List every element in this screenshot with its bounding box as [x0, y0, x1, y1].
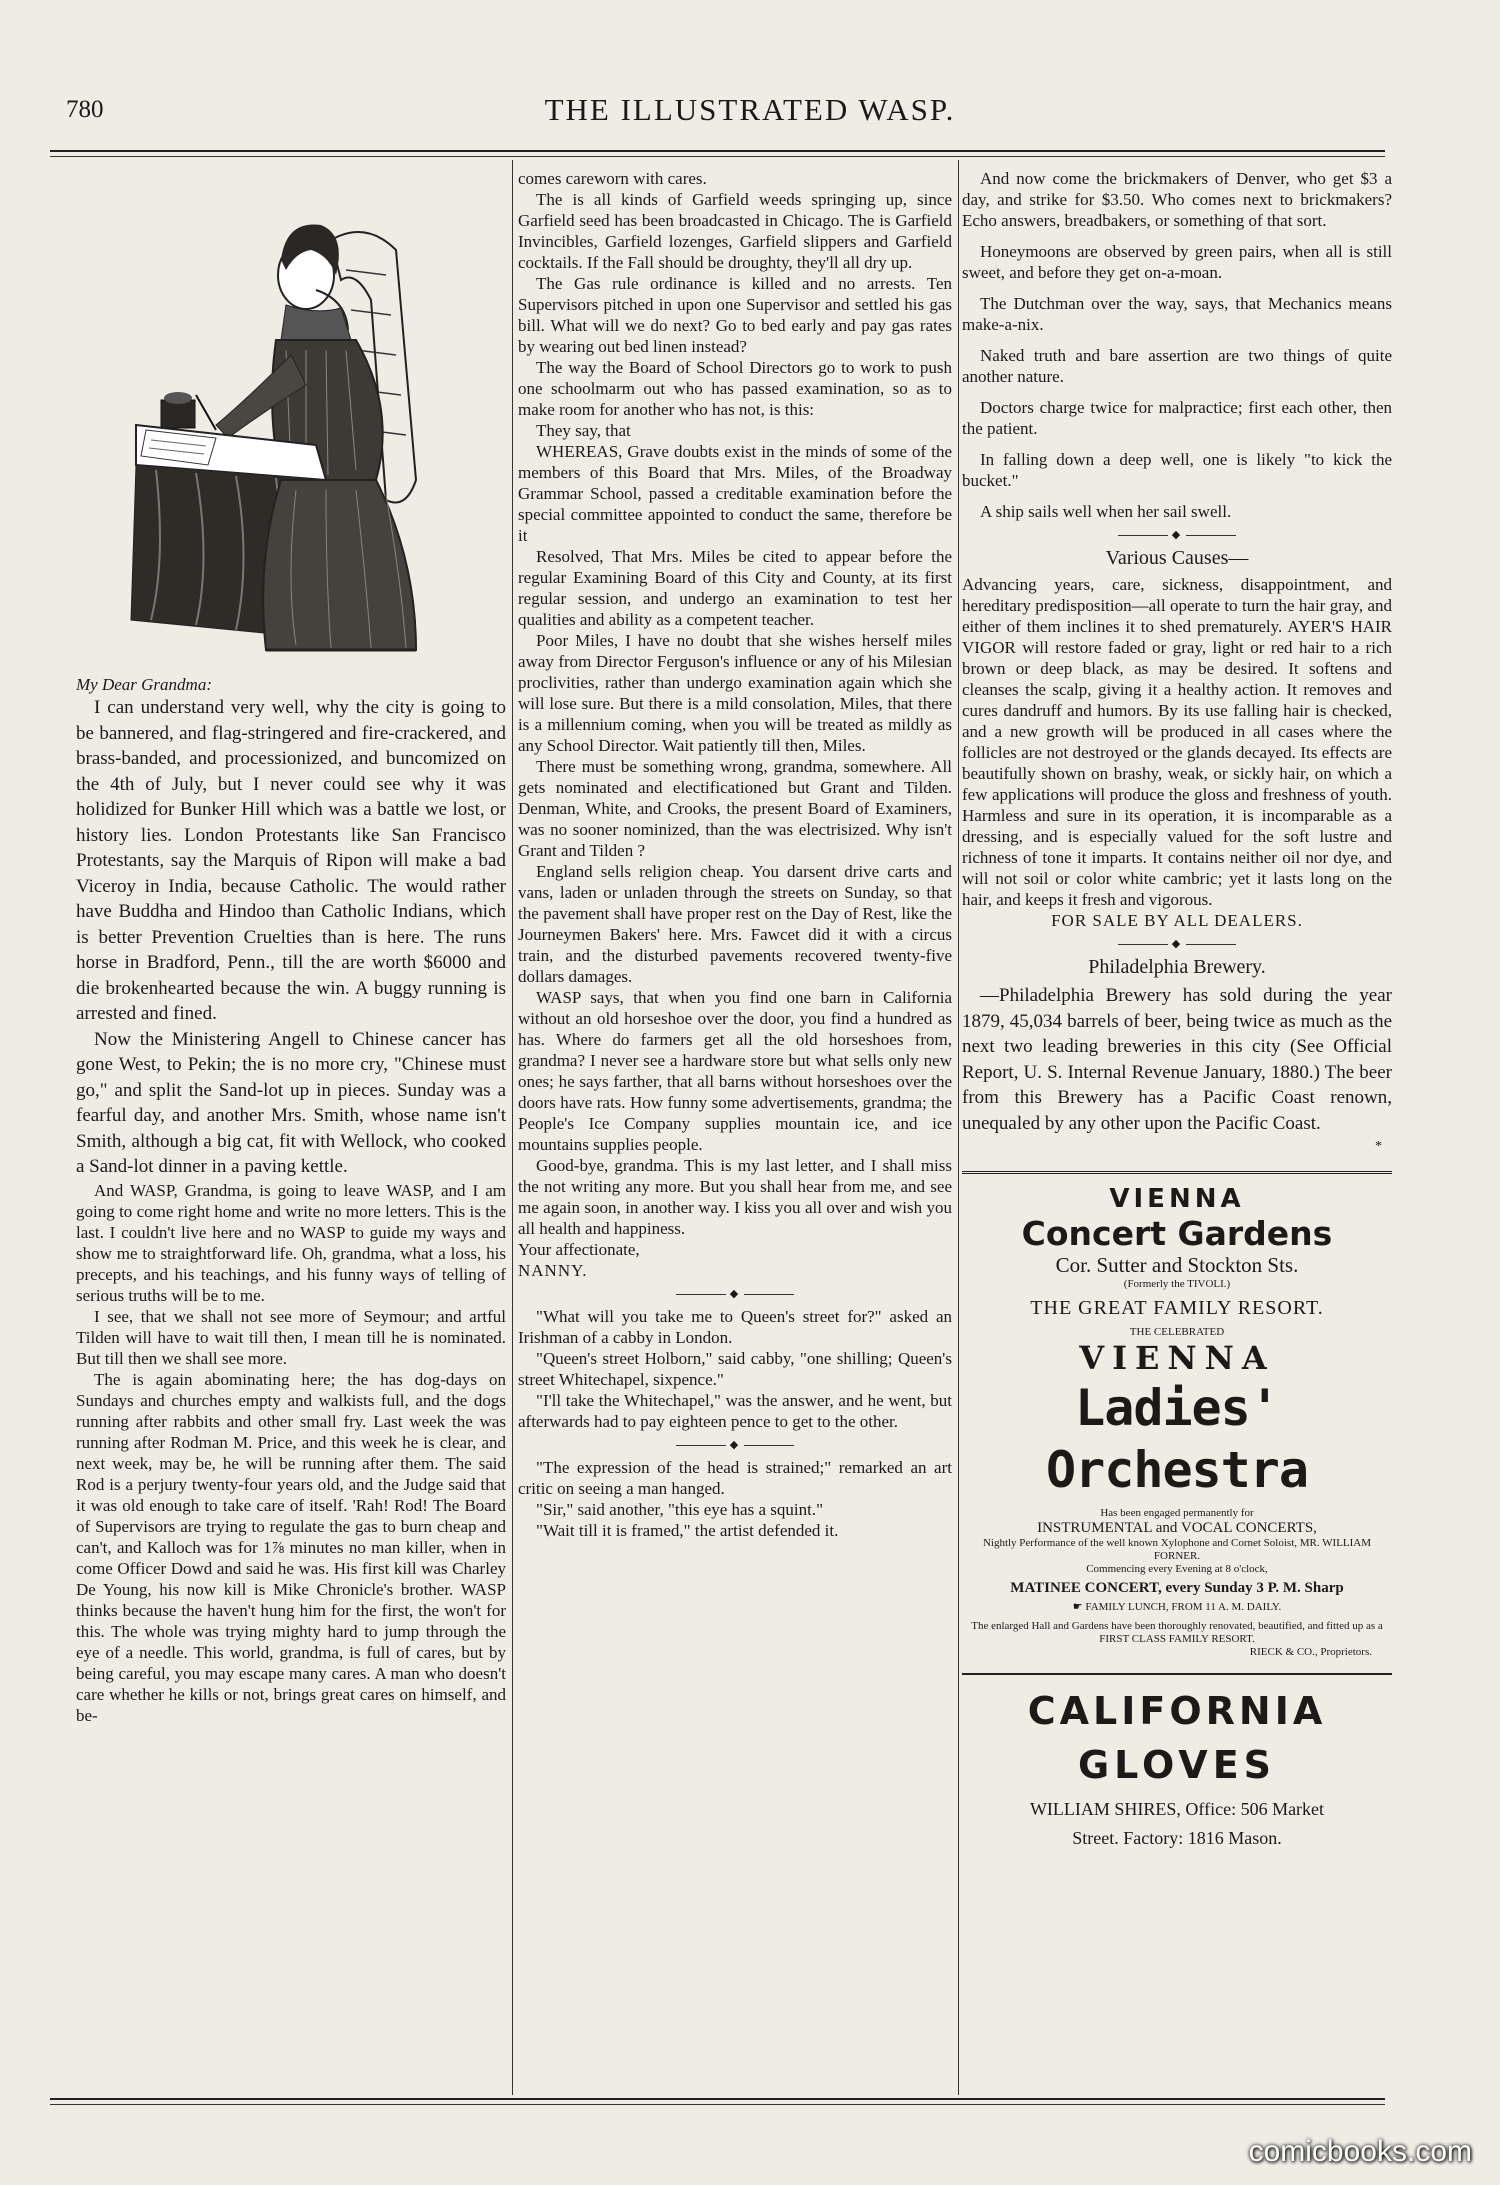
letter-paragraph: And WASP, Grandma, is going to leave WASP, and I am going to come right home and write no more letters. This is the last. I couldn't live here and no WASP to guide my ways and show me to straightforward life. Oh, grandma, what a loss, his precepts, and his teachings, and his funny ways of telling of serious truths will be to me.: [76, 1180, 506, 1305]
letter-paragraph: England sells religion cheap. You darsent drive carts and vans, laden or unladen through the streets on Sunday, so that the pavement shall have proper rest on the Day of Rest, like the Journeymen Bakers' here. Mrs. Fawcet did it with a circus train, and the disturbed pavements recovered twenty-five dollars damages.: [518, 862, 952, 986]
squib: Doctors charge twice for malpractice; first each other, then the patient.: [962, 398, 1392, 438]
column-divider: [512, 160, 513, 2095]
joke-paragraph: "What will you take me to Queen's street for?" asked an Irishman of a cabby in London.: [518, 1307, 952, 1347]
letter-paragraph: Good-bye, grandma. This is my last letter, and I shall miss the not writing any more. But you shall hear from me, and see me again soon, in another way. I kiss you all over and wish you all health and happiness.: [518, 1156, 952, 1238]
column-divider: [958, 160, 959, 2095]
masthead: THE ILLUSTRATED WASP.: [544, 92, 956, 127]
joke-paragraph: "I'll take the Whitechapel," was the answer, and he went, but afterwards had to pay eighteen pence to get to the other.: [518, 1391, 952, 1431]
letter-paragraph: I see, that we shall not see more of Seymour; and artful Tilden will have to wait till then, I mean till he is nominated. But till then we shall see more.: [76, 1306, 506, 1368]
column-right: [962, 168, 1392, 1849]
page-number: 780: [66, 96, 104, 123]
watermark: comicbooks.com: [1248, 2135, 1472, 2168]
squib: Honeymoons are observed by green pairs, when all is still sweet, and before they get on-a-moan.: [962, 242, 1392, 282]
ad-soloist: Nightly Performance of the well known Xylophone and Cornet Soloist, MR. WILLIAM FORNER.: [982, 1537, 1372, 1562]
letter-paragraph: The way the Board of School Directors go to work to push one schoolmarm out who has passed examination, so as to make room for another who has not, is this:: [518, 358, 952, 419]
ad-address: Cor. Sutter and Stockton Sts.: [1055, 1253, 1299, 1277]
column-left: [76, 168, 506, 1726]
brewery-text: —Philadelphia Brewery has sold during the year 1879, 45,034 barrels of beer, being twice as much as the next two leading breweries in this city (See Official Report, U. S. Internal Revenue January, 1880.) The beer from this Brewery has a Pacific Coast renown, unequaled by any other upon the Pacific Coast.: [962, 985, 1392, 1134]
column-middle: [518, 168, 952, 1541]
causes-sale-note: FOR SALE BY ALL DEALERS.: [1051, 911, 1303, 930]
letter-paragraph: There must be something wrong, grandma, somewhere. All gets nominated and electificationed but Grant and Tilden. Denman, White, and Crooks, the present Board of Examiners, was no sooner nominized, than the was electrisized. Why isn't Grant and Tilden ?: [518, 757, 952, 860]
vienna-concert-gardens-ad: [962, 1171, 1392, 1849]
letter-paragraph: Now the Ministering Angell to Chinese cancer has gone West, to Pekin; the is no more cry, "Chinese must go," and split the Sand-lot up in pieces. Sunday was a fearful day, and another Mrs. Smith, whose name isn't Smith, although a big cat, fit with Wellock, who cooked a Sand-lot dinner in a paving kettle.: [76, 1028, 506, 1177]
resolution-text: Resolved, That Mrs. Miles be cited to appear before the regular Examining Board of this City and County, at its first regular session, and undergo an examination to test her qualities and ability as a competent teacher.: [518, 547, 952, 629]
causes-heading: Various Causes—: [1105, 547, 1249, 569]
letter-paragraph: comes careworn with cares.: [518, 169, 707, 188]
section-ornament: ◆: [518, 1438, 952, 1451]
brewery-heading: Philadelphia Brewery.: [1088, 956, 1266, 978]
ad-william-shires: WILLIAM SHIRES, Office: 506 Market: [1029, 1799, 1325, 1819]
ad-concerts: INSTRUMENTAL and VOCAL CONCERTS,: [1037, 1520, 1317, 1536]
section-ornament: ◆: [962, 528, 1392, 541]
section-ornament: ◆: [962, 937, 1392, 950]
ad-vienna: VIENNA: [1109, 1184, 1245, 1214]
ad-family-lunch: ☛ FAMILY LUNCH, FROM 11 A. M. DAILY.: [1072, 1601, 1282, 1613]
salutation: My Dear Grandma:: [76, 675, 212, 694]
ad-california: CALIFORNIA: [962, 1673, 1392, 1733]
ad-engaged: Has been engaged permanently for: [1100, 1507, 1254, 1519]
ad-commencing: Commencing every Evening at 8 o'clock,: [1086, 1563, 1268, 1575]
ad-vienna-2: VIENNA: [1079, 1339, 1275, 1377]
ad-ladies-orchestra: Ladies' Orchestra: [1046, 1379, 1308, 1499]
letter-paragraph: The Gas rule ordinance is killed and no arrests. Ten Supervisors pitched in upon one Supervisor and settled his gas bill. What will we do next? Go to bed early and pay gas rates by wearing out bed linen instead?: [518, 274, 952, 356]
joke-paragraph: "Queen's street Holborn," said cabby, "one shilling; Queen's street Whitechapel, sixpence.": [518, 1349, 952, 1389]
joke-paragraph: "The expression of the head is strained;" remarked an art critic on seeing a man hanged.: [518, 1458, 952, 1498]
section-ornament: ◆: [518, 1287, 952, 1300]
ad-proprietors: RIECK & CO., Proprietors.: [1249, 1646, 1372, 1658]
illustration-woman-writing: [116, 180, 456, 660]
ad-celebrated: THE CELEBRATED: [1129, 1326, 1225, 1338]
ad-factory: Street. Factory: 1816 Mason.: [1072, 1828, 1282, 1848]
ad-great-family-resort: THE GREAT FAMILY RESORT.: [1030, 1297, 1324, 1319]
letter-paragraph: Poor Miles, I have no doubt that she wishes herself miles away from Director Ferguson's influence or any of his Milesian proclivities, rather than undergo examination again which she will lose sure. But there is a mild consolation, Miles, that there is a millennium coming, when you will be treated as mildly as any School Director. Wait patiently till then, Miles.: [518, 631, 952, 755]
squib: Naked truth and bare assertion are two things of quite another nature.: [962, 346, 1392, 386]
squib: A ship sails well when her sail swell.: [980, 502, 1232, 521]
signature: NANNY.: [518, 1261, 588, 1280]
ad-formerly: (Formerly the TIVOLI.): [1123, 1278, 1231, 1290]
closing: Your affectionate,: [518, 1240, 640, 1259]
ad-enlarged-hall: The enlarged Hall and Gardens have been thoroughly renovated, beautified, and fitted up as a FIRST CLASS FAMILY RESORT.: [971, 1620, 1383, 1645]
causes-advertisement: Advancing years, care, sickness, disappointment, and hereditary predisposition—all operate to turn the hair gray, and either of them inclines it to shed prematurely. AYER'S HAIR VIGOR will restore faded or gray, light or red hair to a rich brown or deep black, as may be desired. It softens and cleanses the scalp, giving it a healthy action. It removes and cures dandruff and humors. By its use falling hair is checked, and a new growth will be produced in all cases where the follicles are not destroyed or the glands decayed. Its effects are beautifully shown on brashy, weak, or sickly hair, on which a few applications will produce the gloss and freshness of youth. Harmless and sure in its operation, it is incomparable as a dressing, and is especially valued for the soft lustre and richness of tone it imparts. It contains neither oil nor dye, and will not soil or color white cambric; yet it lasts long on the hair, and keeps it fresh and vigorous.: [962, 575, 1392, 909]
resolution-text: WHEREAS, Grave doubts exist in the minds of some of the members of this Board that Mrs. Miles, of the Broadway Grammar School, passed a creditable examination before the special committee appointed to conduct the same, therefore be it: [518, 442, 952, 545]
header-rule-thin: [50, 156, 1385, 157]
letter-paragraph: I can understand very well, why the city is going to be bannered, and flag-stringered and fire-crackered, and brass-banded, and processionized, and buncomized on the 4th of July, but I never could see why it was holidized for Bunker Hill which was a battle we lost, or history lies. London Protestants like San Francisco Protestants, say the Marquis of Ripon will make a bad Viceroy in India, because Catholic. The would rather have Buddha and Hindoo than Catholic Indians, which is better Prevention Cruelties than is here. The runs horse in Bradford, Penn., till the are worth $6000 and die brokenhearted because the win. A buggy running is arrested and fined.: [76, 697, 506, 1024]
joke-paragraph: "Sir," said another, "this eye has a squint.": [536, 1500, 824, 1519]
squib: In falling down a deep well, one is likely "to kick the bucket.": [962, 450, 1392, 490]
footer-rule: [50, 2098, 1385, 2100]
ad-gloves: GLOVES: [1077, 1743, 1277, 1787]
letter-paragraph: They say, that: [536, 421, 631, 440]
ad-concert-gardens: Concert Gardens: [1021, 1214, 1333, 1253]
squib: The Dutchman over the way, says, that Mechanics means make-a-nix.: [962, 294, 1392, 334]
letter-paragraph: The is all kinds of Garfield weeds springing up, since Garfield seed has been broadcasted in Chicago. The is Garfield Invincibles, Garfield lozenges, Garfield slippers and Garfield cocktails. If the Fall should be droughty, they'll all dry up.: [518, 190, 952, 272]
squib: And now come the brickmakers of Denver, who get $3 a day, and strike for $3.50. Who comes next to brickmakers? Echo answers, breadbakers, or something of that sort.: [962, 169, 1392, 230]
joke-paragraph: "Wait till it is framed," the artist defended it.: [536, 1521, 839, 1540]
footer-rule-thin: [50, 2104, 1385, 2105]
letter-paragraph: WASP says, that when you find one barn in California without an old horseshoe over the door, you find a hundred as has. Where do farmers get all the old horseshoes from, grandma? I never see a hardware store but what sells only new ones; he says farther, that all barns without horseshoes over the doors have rats. How funny some advertisements, grandma; the People's Ice Company supplies mountain ice, and ice mountains supplies people.: [518, 988, 952, 1154]
ad-matinee: MATINEE CONCERT, every Sunday 3 P. M. Sharp: [1010, 1580, 1344, 1596]
brewery-mark: *: [1375, 1139, 1382, 1154]
letter-paragraph: The is again abominating here; the has dog-days on Sundays and churches empty and walkists full, and the dogs running after rabbits and other small fry. Last week the was running after Rodman M. Price, and this week he is clear, and next week, may be, he will be running after them. The said Rod is a perjury twenty-four years old, and the Judge said that it was old enough to take care of itself. 'Rah! Rod! The Board of Supervisors are trying to regulate the gas to burn cheap and can't, and Kalloch was for 1⅞ minutes no man killer, when in come Officer Dowd and said he was. His first kill was Charley De Young, his now kill is Mike Chronicle's brother. WASP thinks because the haven't hung him for the first, the won't for this. The whole was trying mighty hard to jump through the eye of a needle. This world, grandma, is full of cares, but by being careful, you may escape many cares. A man who doesn't care whether he kills or not, brings great cares on himself, and be-: [76, 1369, 506, 1725]
header-rule: [50, 150, 1385, 152]
